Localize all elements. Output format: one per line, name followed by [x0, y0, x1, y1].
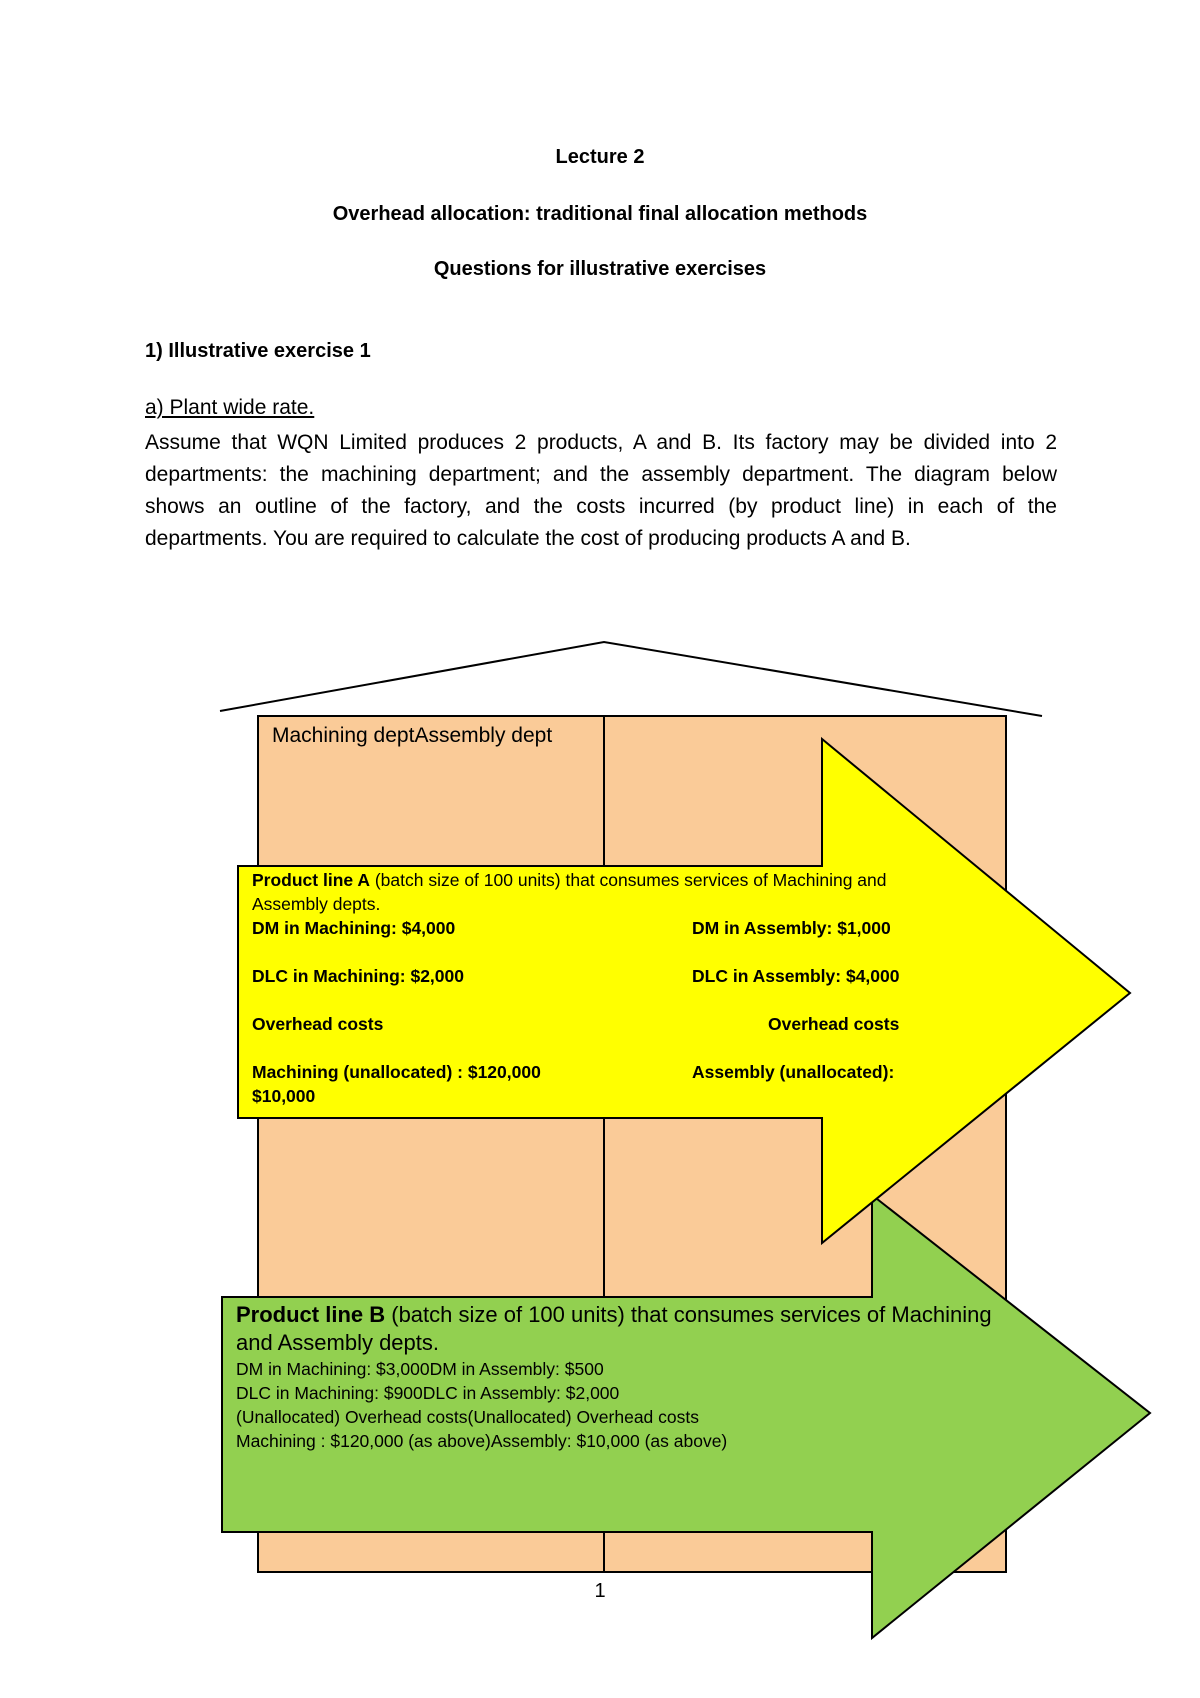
product-a-dlc-assembly: DLC in Assembly: $4,000	[692, 966, 900, 986]
product-a-dm-machining: DM in Machining: $4,000	[252, 918, 456, 938]
product-b-machining-line: Machining : $120,000 (as above)Assembly: $10,000 (as above)	[236, 1431, 728, 1451]
product-b-title	[236, 1301, 996, 1357]
product-a-title	[252, 868, 952, 916]
product-a-machining-unallocated: Machining (unallocated) : $120,000	[252, 1062, 541, 1082]
product-b-name: Product line B	[236, 1302, 386, 1327]
product-b-description: (batch size of 100 units) that consumes services of Machining and Assembly depts.	[236, 1302, 992, 1355]
dept-assembly-label: Assembly dept	[414, 724, 553, 747]
product-a-dlc-machining: DLC in Machining: $2,000	[252, 966, 464, 986]
product-b-dlc-line: DLC in Machining: $900DLC in Assembly: $2,000	[236, 1383, 620, 1403]
exercise-description: Assume that WQN Limited produces 2 products, A and B. Its factory may be divided into 2 departments: the machining department; and the assembly department. The diagram below shows an outline of the factory, and the costs incurred (by product line) in each of the departments. You are required to calculate the cost of producing products A and B.	[145, 431, 1057, 550]
product-a-name: Product line A	[252, 870, 370, 890]
product-a-overhead-left: Overhead costs	[252, 1014, 384, 1034]
product-a-assembly-unallocated: Assembly (unallocated):	[692, 1062, 895, 1082]
product-a-overhead-right: Overhead costs	[768, 1014, 900, 1034]
plant-wide-rate-subheading: a) Plant wide rate.	[145, 396, 315, 419]
page-number: 1	[594, 1580, 606, 1602]
page-title: Overhead allocation: traditional final allocation methods	[332, 203, 868, 225]
product-a-dm-assembly: DM in Assembly: $1,000	[692, 918, 891, 938]
product-a-assembly-value: $10,000	[252, 1086, 316, 1106]
lecture-number: Lecture 2	[555, 146, 645, 168]
factory-roof	[220, 642, 1042, 716]
dept-machining-label: Machining dept	[272, 724, 415, 747]
product-line-a-details	[252, 868, 962, 1108]
product-b-overhead-line: (Unallocated) Overhead costs(Unallocated) Overhead costs	[236, 1407, 699, 1427]
page-subtitle: Questions for illustrative exercises	[433, 258, 767, 280]
department-labels	[272, 724, 552, 748]
exercise-heading: 1) Illustrative exercise 1	[145, 340, 371, 362]
product-line-b-details	[236, 1301, 996, 1453]
product-a-description: (batch size of 100 units) that consumes services of Machining and Assembly depts.	[252, 870, 887, 914]
product-b-dm-line: DM in Machining: $3,000DM in Assembly: $500	[236, 1359, 604, 1379]
